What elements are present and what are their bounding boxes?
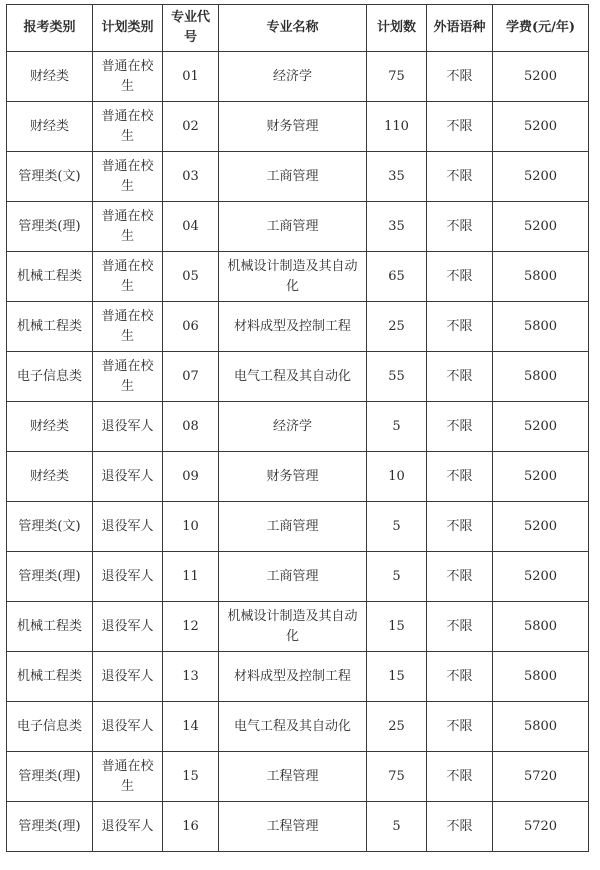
cell-plan-type: 退役军人	[93, 452, 163, 502]
cell-tuition: 5200	[493, 452, 589, 502]
cell-category: 管理类(文)	[7, 152, 93, 202]
table-row	[7, 102, 589, 152]
cell-language: 不限	[427, 302, 493, 352]
cell-major-code: 03	[163, 152, 219, 202]
header-tuition: 学费(元/年)	[493, 5, 589, 52]
cell-tuition: 5800	[493, 602, 589, 652]
cell-language: 不限	[427, 702, 493, 752]
cell-major-code: 06	[163, 302, 219, 352]
table-row	[7, 452, 589, 502]
table-header-row	[7, 5, 589, 52]
cell-plan-count: 35	[367, 152, 427, 202]
cell-major-name: 经济学	[219, 402, 367, 452]
cell-major-name: 工商管理	[219, 502, 367, 552]
cell-major-code: 01	[163, 52, 219, 102]
cell-major-name: 材料成型及控制工程	[219, 302, 367, 352]
header-plan-type: 计划类别	[93, 5, 163, 52]
cell-major-name: 工程管理	[219, 802, 367, 852]
cell-major-code: 04	[163, 202, 219, 252]
cell-plan-type: 普通在校生	[93, 252, 163, 302]
cell-major-code: 05	[163, 252, 219, 302]
cell-plan-count: 25	[367, 702, 427, 752]
cell-category: 管理类(理)	[7, 802, 93, 852]
table-row	[7, 402, 589, 452]
cell-language: 不限	[427, 452, 493, 502]
cell-major-name: 材料成型及控制工程	[219, 652, 367, 702]
cell-category: 财经类	[7, 452, 93, 502]
cell-major-code: 08	[163, 402, 219, 452]
cell-category: 机械工程类	[7, 302, 93, 352]
header-language: 外语语种	[427, 5, 493, 52]
cell-major-code: 14	[163, 702, 219, 752]
cell-major-name: 工程管理	[219, 752, 367, 802]
table-row	[7, 252, 589, 302]
cell-major-name: 工商管理	[219, 152, 367, 202]
cell-language: 不限	[427, 402, 493, 452]
cell-major-name: 机械设计制造及其自动化	[219, 602, 367, 652]
cell-tuition: 5800	[493, 652, 589, 702]
cell-major-name: 经济学	[219, 52, 367, 102]
cell-major-name: 电气工程及其自动化	[219, 352, 367, 402]
cell-tuition: 5200	[493, 102, 589, 152]
cell-major-code: 07	[163, 352, 219, 402]
cell-category: 电子信息类	[7, 702, 93, 752]
cell-major-code: 15	[163, 752, 219, 802]
table-row	[7, 52, 589, 102]
cell-category: 管理类(理)	[7, 202, 93, 252]
cell-language: 不限	[427, 652, 493, 702]
cell-plan-type: 退役军人	[93, 702, 163, 752]
cell-tuition: 5800	[493, 702, 589, 752]
cell-plan-type: 退役军人	[93, 802, 163, 852]
cell-language: 不限	[427, 552, 493, 602]
cell-plan-count: 15	[367, 602, 427, 652]
cell-tuition: 5800	[493, 352, 589, 402]
cell-category: 电子信息类	[7, 352, 93, 402]
enrollment-table-container	[6, 4, 589, 852]
cell-tuition: 5800	[493, 252, 589, 302]
header-category: 报考类别	[7, 5, 93, 52]
cell-plan-count: 75	[367, 752, 427, 802]
cell-major-code: 16	[163, 802, 219, 852]
cell-category: 财经类	[7, 402, 93, 452]
table-row	[7, 752, 589, 802]
cell-category: 管理类(文)	[7, 502, 93, 552]
cell-category: 机械工程类	[7, 252, 93, 302]
table-row	[7, 302, 589, 352]
cell-category: 财经类	[7, 102, 93, 152]
cell-language: 不限	[427, 252, 493, 302]
header-major-code: 专业代号	[163, 5, 219, 52]
cell-plan-count: 65	[367, 252, 427, 302]
enrollment-plan-table	[6, 4, 589, 852]
cell-plan-count: 15	[367, 652, 427, 702]
table-row	[7, 152, 589, 202]
cell-plan-type: 普通在校生	[93, 202, 163, 252]
cell-category: 机械工程类	[7, 652, 93, 702]
cell-tuition: 5720	[493, 802, 589, 852]
cell-major-name: 工商管理	[219, 552, 367, 602]
table-row	[7, 202, 589, 252]
cell-tuition: 5200	[493, 202, 589, 252]
header-plan-count: 计划数	[367, 5, 427, 52]
cell-tuition: 5200	[493, 152, 589, 202]
cell-major-code: 11	[163, 552, 219, 602]
cell-tuition: 5200	[493, 402, 589, 452]
cell-plan-type: 普通在校生	[93, 52, 163, 102]
cell-plan-type: 退役军人	[93, 652, 163, 702]
cell-plan-type: 普通在校生	[93, 152, 163, 202]
cell-plan-type: 普通在校生	[93, 302, 163, 352]
cell-plan-type: 退役军人	[93, 602, 163, 652]
cell-major-name: 财务管理	[219, 102, 367, 152]
cell-plan-count: 35	[367, 202, 427, 252]
table-body	[7, 52, 589, 852]
cell-tuition: 5200	[493, 502, 589, 552]
cell-plan-type: 退役军人	[93, 402, 163, 452]
cell-category: 管理类(理)	[7, 552, 93, 602]
cell-tuition: 5800	[493, 302, 589, 352]
table-row	[7, 652, 589, 702]
cell-category: 机械工程类	[7, 602, 93, 652]
cell-tuition: 5200	[493, 52, 589, 102]
cell-language: 不限	[427, 102, 493, 152]
table-row	[7, 352, 589, 402]
table-row	[7, 502, 589, 552]
cell-major-code: 10	[163, 502, 219, 552]
cell-language: 不限	[427, 502, 493, 552]
table-row	[7, 702, 589, 752]
header-major-name: 专业名称	[219, 5, 367, 52]
cell-plan-type: 普通在校生	[93, 352, 163, 402]
cell-language: 不限	[427, 52, 493, 102]
cell-language: 不限	[427, 752, 493, 802]
cell-plan-count: 5	[367, 552, 427, 602]
cell-plan-count: 55	[367, 352, 427, 402]
cell-language: 不限	[427, 202, 493, 252]
table-row	[7, 552, 589, 602]
cell-language: 不限	[427, 602, 493, 652]
cell-tuition: 5720	[493, 752, 589, 802]
cell-category: 管理类(理)	[7, 752, 93, 802]
cell-major-name: 机械设计制造及其自动化	[219, 252, 367, 302]
cell-plan-type: 退役军人	[93, 502, 163, 552]
cell-major-code: 02	[163, 102, 219, 152]
table-row	[7, 602, 589, 652]
cell-plan-type: 退役军人	[93, 552, 163, 602]
cell-major-name: 工商管理	[219, 202, 367, 252]
cell-plan-type: 普通在校生	[93, 752, 163, 802]
cell-major-name: 电气工程及其自动化	[219, 702, 367, 752]
cell-plan-count: 25	[367, 302, 427, 352]
cell-language: 不限	[427, 802, 493, 852]
table-row	[7, 802, 589, 852]
cell-plan-count: 75	[367, 52, 427, 102]
cell-plan-count: 5	[367, 402, 427, 452]
cell-language: 不限	[427, 152, 493, 202]
cell-plan-count: 5	[367, 802, 427, 852]
cell-language: 不限	[427, 352, 493, 402]
cell-category: 财经类	[7, 52, 93, 102]
cell-major-code: 09	[163, 452, 219, 502]
cell-major-name: 财务管理	[219, 452, 367, 502]
cell-plan-count: 110	[367, 102, 427, 152]
cell-plan-type: 普通在校生	[93, 102, 163, 152]
cell-tuition: 5200	[493, 552, 589, 602]
cell-plan-count: 5	[367, 502, 427, 552]
cell-plan-count: 10	[367, 452, 427, 502]
cell-major-code: 13	[163, 652, 219, 702]
cell-major-code: 12	[163, 602, 219, 652]
